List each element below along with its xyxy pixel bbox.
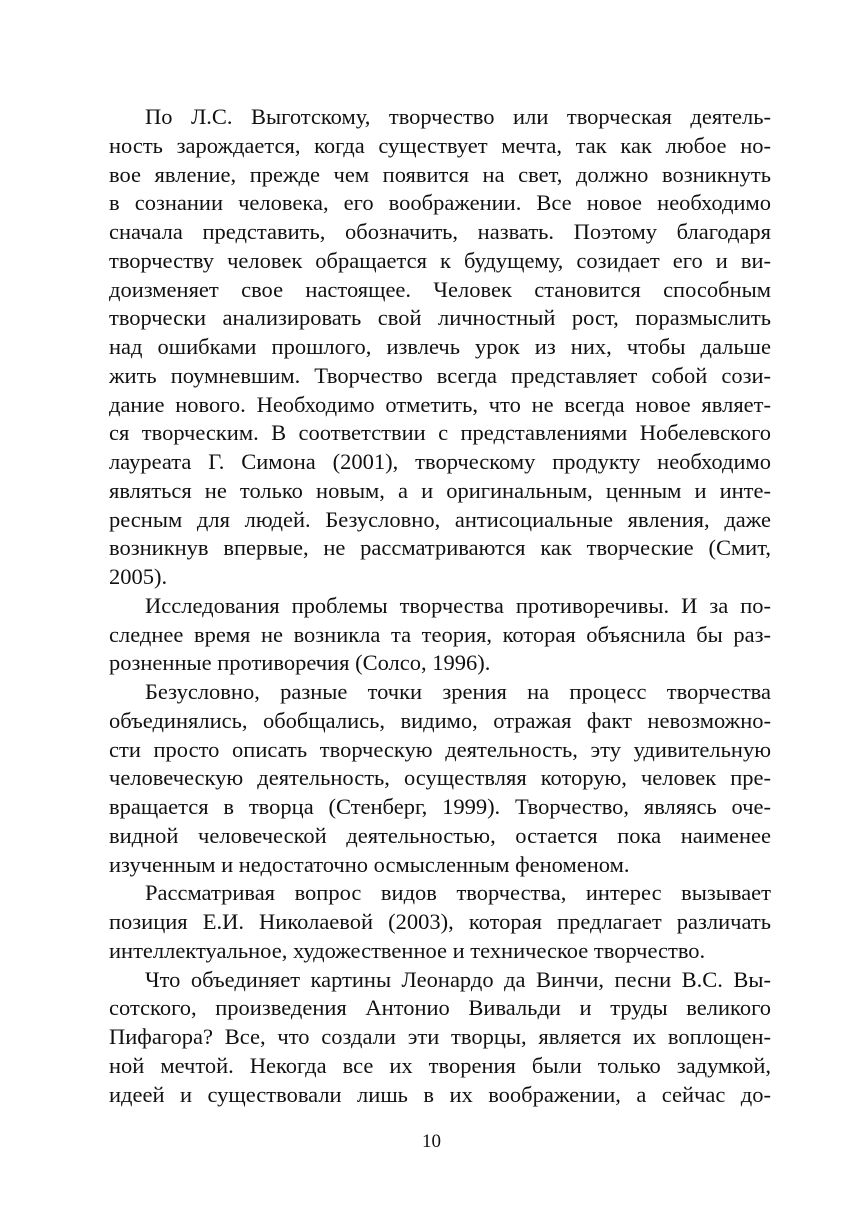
text-line: ресным для людей. Безусловно, антисоциальные явления, даже <box>109 506 771 532</box>
text-line: видной человеческой деятельностью, остается пока наименее <box>109 822 771 848</box>
text-line: ся творческим. В соответствии с представлениями Нобелевского <box>109 420 771 446</box>
text-line: Безусловно, разные точки зрения на процесс творчества <box>145 679 771 704</box>
text-line: ность зарождается, когда существует мечта, так как любое но- <box>109 132 771 158</box>
text-line: жить поумневшим. Творчество всегда представляет собой сози- <box>109 362 771 388</box>
text-line: сначала представить, обозначить, назвать. Поэтому благодаря <box>109 219 771 244</box>
text-line: изученным и недостаточно осмысленным феноменом. <box>109 851 630 877</box>
text-line: сти просто описать творческую деятельность, эту удивительную <box>109 736 771 762</box>
text-line: интеллектуальное, художественное и техническое творчество. <box>109 937 706 963</box>
body-text <box>109 103 771 1109</box>
text-line: Исследования проблемы творчества противоречивы. И за по- <box>145 592 771 618</box>
text-line: объединялись, обобщались, видимо, отражая факт невозможно- <box>109 707 771 733</box>
text-line: являться не только новым, а и оригинальным, ценным и инте- <box>109 477 771 503</box>
text-line: человеческую деятельность, осуществляя которую, человек пре- <box>109 765 771 791</box>
text-line: творчески анализировать свой личностный рост, поразмыслить <box>109 305 771 331</box>
text-line: в сознании человека, его воображении. Все новое необходимо <box>109 190 771 216</box>
text-line: Что объединяет картины Леонардо да Винчи, песни В.С. Вы- <box>145 966 771 992</box>
text-line: позиция Е.И. Николаевой (2003), которая предлагает различать <box>109 909 771 934</box>
text-line: По Л.С. Выготскому, творчество или творческая деятель- <box>145 104 771 129</box>
text-line: доизменяет свое настоящее. Человек становится способным <box>109 276 771 302</box>
page-number: 10 <box>422 1131 441 1152</box>
paragraph-1 <box>109 103 771 592</box>
text-line: розненные противоречия (Солсо, 1996). <box>109 650 491 676</box>
paragraph-4 <box>109 879 771 965</box>
text-line: идеей и существовали лишь в их воображении, а сейчас до- <box>109 1081 771 1107</box>
text-line: лауреата Г. Симона (2001), творческому продукту необходимо <box>109 449 771 474</box>
text-line: над ошибками прошлого, извлечь урок из них, чтобы дальше <box>109 334 771 359</box>
text-line: следнее время не возникла та теория, которая объяснила бы раз- <box>109 621 771 647</box>
text-line: дание нового. Необходимо отметить, что не всегда новое являет- <box>109 391 771 417</box>
paragraph-5 <box>109 966 771 1110</box>
text-line: 2005). <box>109 564 168 589</box>
text-line: Пифагора? Все, что создали эти творцы, является их воплощен- <box>109 1024 771 1049</box>
paragraph-3 <box>109 678 771 879</box>
text-line: Рассматривая вопрос видов творчества, интерес вызывает <box>145 880 771 906</box>
text-line: творчеству человек обращается к будущему, созидает его и ви- <box>109 247 771 273</box>
text-line: ной мечтой. Некогда все их творения были только задумкой, <box>109 1052 771 1078</box>
text-line: сотского, произведения Антонио Вивальди и труды великого <box>109 995 771 1021</box>
paragraph-2 <box>109 592 771 678</box>
text-line: вращается в творца (Стенберг, 1999). Творчество, являясь оче- <box>109 794 771 819</box>
text-line: вое явление, прежде чем появится на свет, должно возникнуть <box>109 161 771 187</box>
text-line: возникнув впервые, не рассматриваются как творческие (Смит, <box>109 535 771 561</box>
